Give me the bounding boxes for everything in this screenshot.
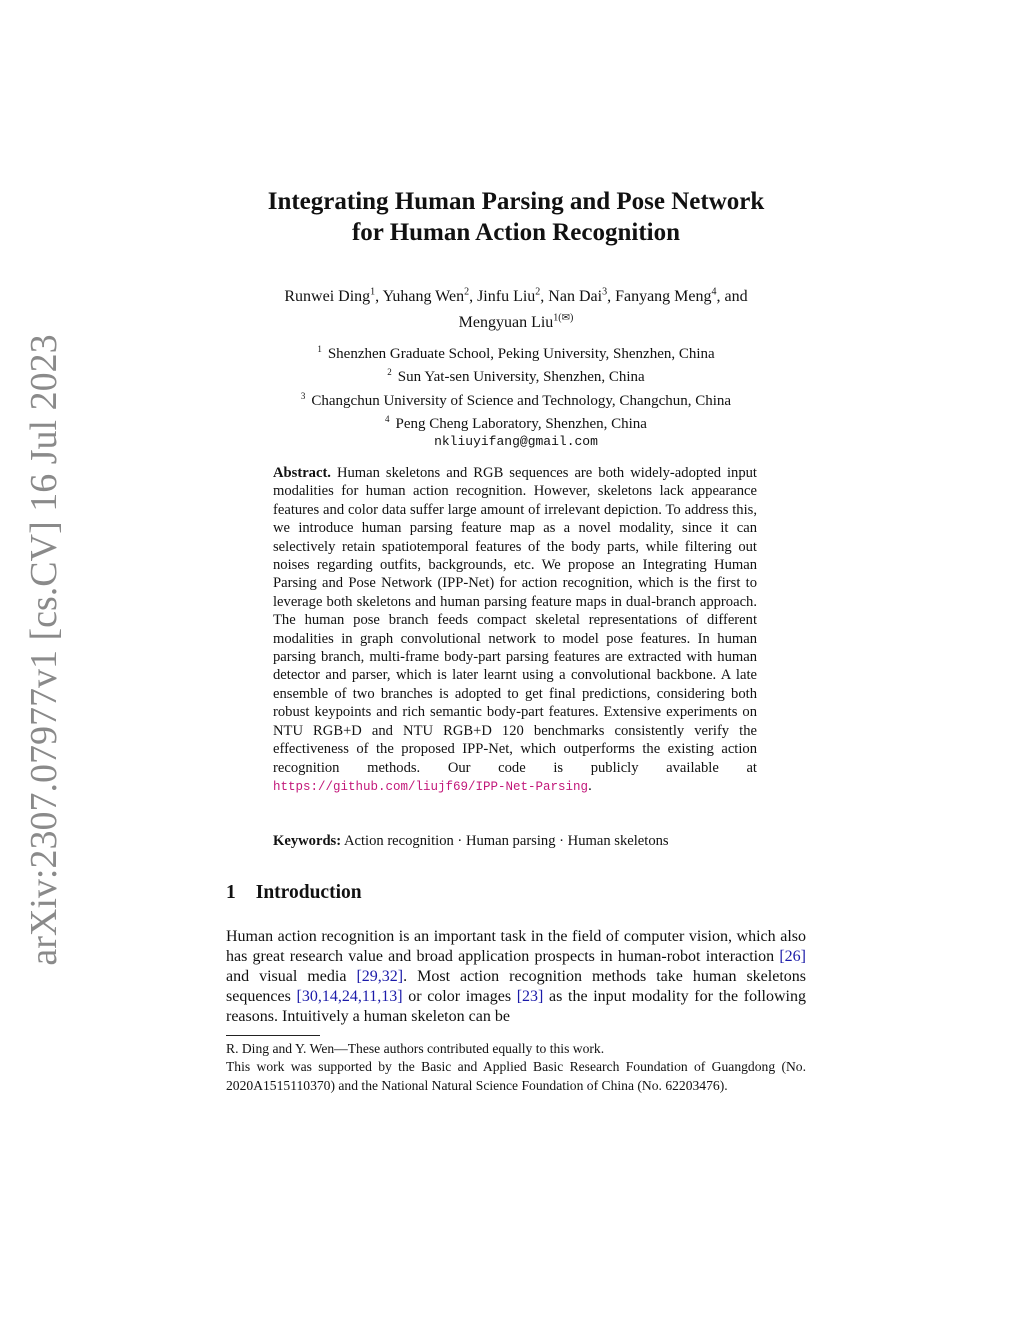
code-link[interactable]: https://github.com/liujf69/IPP-Net-Parsing	[273, 779, 589, 794]
paper-title	[226, 186, 806, 248]
title-line-2: for Human Action Recognition	[351, 219, 680, 246]
author: Fanyang Meng$^4$, and	[615, 287, 748, 306]
affiliation: $^3$ Changchun University of Science and Technology, Changchun, China	[300, 390, 732, 409]
citation-link[interactable]: [30,14,24,11,13]	[296, 988, 403, 1005]
footnotes	[226, 1040, 806, 1095]
abstract-label: Abstract.	[273, 465, 331, 481]
keywords-label: Keywords:	[273, 833, 342, 849]
abstract-text: Human skeletons and RGB sequences are both widely-adopted input modalities for human action recognition. However, skeletons lack appearance features and color data suffer large amount of irrelevant depiction. To address this, we introduce human parsing feature map as a novel modality, since it can selectively retain spatiotemporal features of the body parts, while filtering out noises regarding outfits, backgrounds, etc. We propose an Integrating Human Parsing and Pose Network (IPP-Net) for action recognition, which is the first to leverage both skeletons and human parsing feature maps in dual-branch approach. The human pose branch feeds compact skeletal representations of different modalities in graph convolutional network to model pose features. In human parsing branch, multi-frame body-part parsing features are extracted with human detector and parser, which is later learnt using a convolutional backbone. A late ensemble of two branches is adopted to get final predictions, considering both robust keypoints and rich semantic body-part features. Extensive experiments on NTU RGB+D and NTU RGB+D 120 benchmarks consistently verify the effectiveness of the proposed IPP-Net, which outperforms the existing action recognition methods. Our code is publicly available at	[273, 465, 757, 776]
author: Jinfu Liu$^2$,	[477, 287, 549, 306]
author: Nan Dai$^3$,	[548, 287, 616, 306]
keywords-text: Action recognition · Human parsing · Human skeletons	[343, 833, 669, 849]
arxiv-sidebar	[8, 334, 80, 966]
title-line-1: Integrating Human Parsing and Pose Network	[267, 188, 765, 215]
citation-link[interactable]: [26]	[779, 948, 806, 965]
section-number: 1	[226, 882, 236, 903]
arxiv-identifier: arXiv:2307.07977v1 [cs.CV] 16 Jul 2023	[23, 334, 65, 966]
footnote: R. Ding and Y. Wen—These authors contributed equally to this work.	[226, 1041, 605, 1056]
footnote: This work was supported by the Basic and Applied Basic Research Foundation of Guangdong (No. 2020A1515110370) and the National Natural Science Foundation of China (No. 62203476).	[226, 1059, 806, 1093]
abstract: Abstract. Human skeletons and RGB sequences are both widely-adopted input modalities for human action recognition. However, skeletons lack appearance features and color data suffer large amount of irrelevant depiction. To address this, we introduce human parsing feature map as a novel modality, since it can selectively retain spatiotemporal features of the body parts, while filtering out noises regarding outfits, backgrounds, etc. We propose an Integrating Human Parsing and Pose Network (IPP-Net) for action recognition, which is the first to leverage both skeletons and human parsing feature maps in dual-branch approach. The human pose branch feeds compact skeletal representations of different modalities in graph convolutional network to model pose features. In human parsing branch, multi-frame body-part parsing features are extracted with human detector and parser, which is later learnt using a convolutional backbone. A late ensemble of two branches is adopted to get final predictions, considering both robust keypoints and rich semantic body-part features. Extensive experiments on NTU RGB+D and NTU RGB+D 120 benchmarks consistently verify the effectiveness of the proposed IPP-Net, which outperforms the existing action recognition methods. Our code is publicly available at https://github.com/liujf69/IPP-Net-Parsing.	[273, 465, 757, 794]
affiliation: $^4$ Peng Cheng Laboratory, Shenzhen, China	[385, 413, 647, 432]
section-title: Introduction	[255, 882, 362, 903]
author-list	[226, 282, 806, 333]
affiliations	[226, 340, 806, 451]
author: Mengyuan Liu$^{1(✉)}$	[458, 312, 574, 331]
keywords	[273, 832, 757, 850]
citation-link[interactable]: [23]	[516, 988, 544, 1005]
contact-email[interactable]: nkliuyifang@gmail.com	[434, 434, 598, 450]
citation-link[interactable]: [29,32]	[356, 968, 404, 985]
affiliation: $^1$ Shenzhen Graduate School, Peking University, Shenzhen, China	[317, 344, 715, 362]
section-heading-introduction	[226, 882, 362, 904]
intro-paragraph: Human action recognition is an important task in the field of computer vision, which also has great research value and broad application prospects in human-robot interaction [26] and visual media [29,32]. Most action recognition methods take human skeletons sequences [30,14,24,11,13] or color images [23] as the input modality for the following reasons. Intuitively a human skeleton can be	[226, 928, 807, 1025]
author: Yuhang Wen$^2$,	[382, 287, 478, 306]
author: Runwei Ding$^1$,	[284, 287, 383, 306]
affiliation: $^2$ Sun Yat-sen University, Shenzhen, China	[387, 367, 645, 386]
footnote-rule	[226, 1035, 320, 1036]
